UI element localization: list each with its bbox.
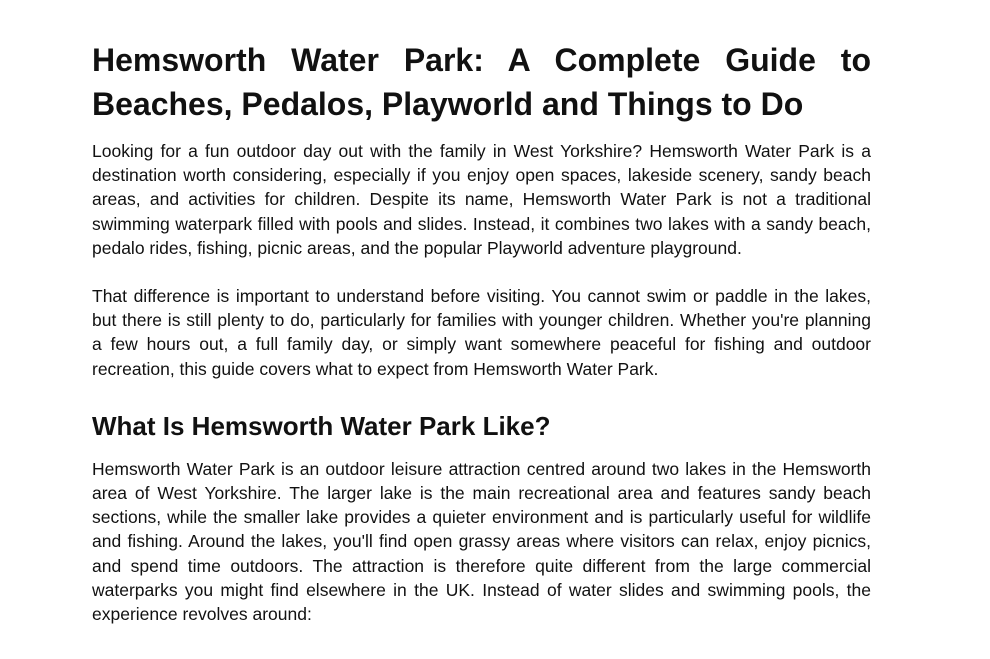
article	[92, 38, 871, 626]
page-title: Hemsworth Water Park: A Complete Guide to Beaches, Pedalos, Playworld and Things to Do	[92, 42, 871, 122]
section-paragraph: Hemsworth Water Park is an outdoor leisure attraction centred around two lakes in the Hemsworth area of West Yorkshire. The larger lake is the main recreational area and features sandy beach sections, while the smaller lake provides a quieter environment and is particularly useful for wildlife and fishing. Around the lakes, you'll find open grassy areas where visitors can relax, enjoy picnics, and spend time outdoors. The attraction is therefore quite different from the large commercial waterparks you might find elsewhere in the UK. Instead of water slides and swimming pools, the experience revolves around:	[92, 458, 871, 625]
intro-paragraph: Looking for a fun outdoor day out with the family in West Yorkshire? Hemsworth Water Park is a destination worth considering, especially if you enjoy open spaces, lakeside scenery, sandy beach areas, and activities for children. Despite its name, Hemsworth Water Park is not a traditional swimming waterpark filled with pools and slides. Instead, it combines two lakes with a sandy beach, pedalo rides, fishing, picnic areas, and the popular Playworld adventure playground.	[92, 141, 871, 258]
intro-paragraph-second: That difference is important to understand before visiting. You cannot swim or paddle in the lakes, but there is still plenty to do, particularly for families with younger children. Whether you're planning a few hours out, a full family day, or simply want somewhere peaceful for fishing and outdoor recreation, this guide covers what to expect from Hemsworth Water Park.	[92, 286, 871, 379]
section-heading: What Is Hemsworth Water Park Like?	[92, 410, 551, 441]
